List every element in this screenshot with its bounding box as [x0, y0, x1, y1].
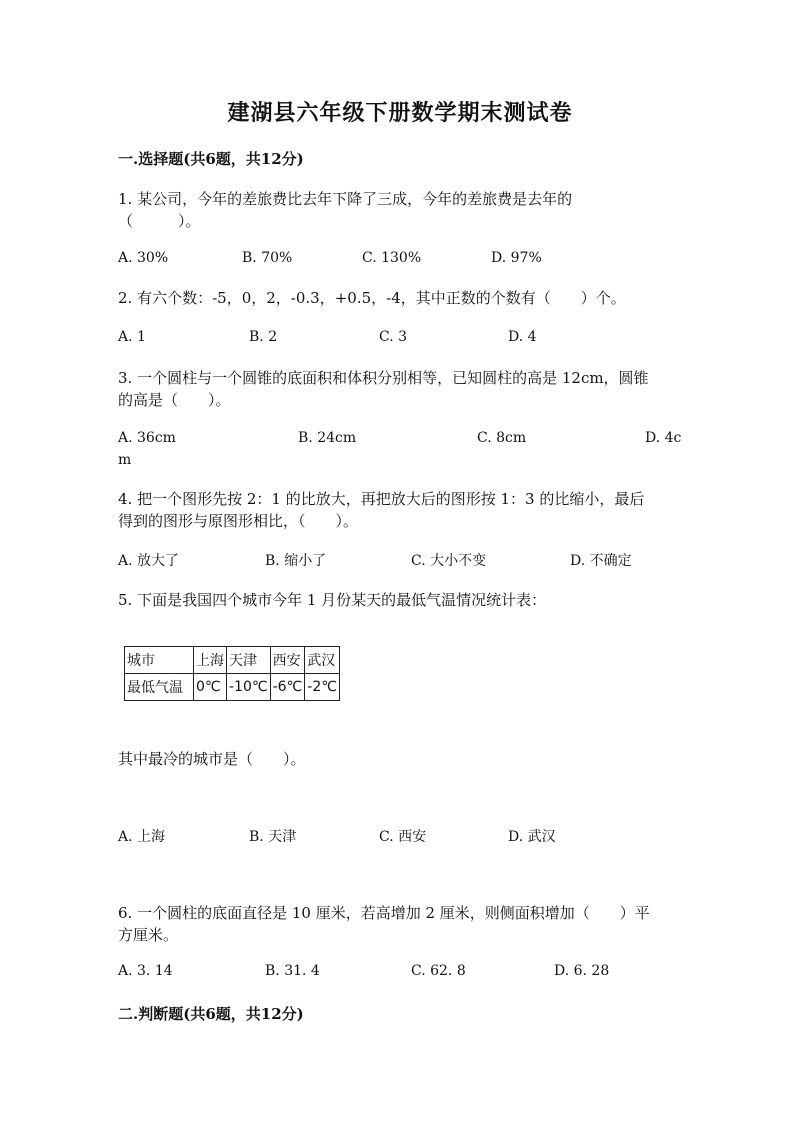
page-title: 建湖县六年级下册数学期末测试卷 — [227, 100, 573, 126]
question-4-option-c: C. 大小不变 — [411, 553, 487, 569]
question-3-option-a: A. 36cm — [118, 430, 176, 446]
question-1-line-2: （ ）。 — [118, 212, 201, 230]
question-2-option-a: A. 1 — [118, 329, 146, 345]
question-3-line-2: 的高是（ ）。 — [118, 391, 231, 409]
question-4-option-d: D. 不确定 — [570, 553, 632, 569]
question-5-option-d: D. 武汉 — [508, 829, 556, 845]
question-6-option-a: A. 3. 14 — [118, 963, 173, 979]
table-row — [125, 674, 340, 701]
table-cell: -10℃ — [227, 674, 271, 701]
question-4-option-b: B. 缩小了 — [265, 553, 327, 569]
question-3-line-1: 3. 一个圆柱与一个圆锥的底面积和体积分别相等，已知圆柱的高是 12cm，圆锥 — [118, 369, 649, 387]
question-6-option-d: D. 6. 28 — [554, 963, 610, 979]
temperature-table — [124, 646, 340, 701]
question-4-line-2: 得到的图形与原图形相比，（ ）。 — [118, 512, 359, 530]
table-cell: 城市 — [125, 647, 194, 674]
question-1-line-1: 1. 某公司，今年的差旅费比去年下降了三成，今年的差旅费是去年的 — [118, 190, 573, 208]
question-5-option-b: B. 天津 — [249, 829, 297, 845]
question-3-option-c: C. 8cm — [477, 430, 527, 446]
question-2-line-1: 2. 有六个数：-5，0，2，-0.3，+0.5，-4，其中正数的个数有（ ）个。 — [118, 289, 626, 307]
question-2-option-d: D. 4 — [508, 329, 537, 345]
question-1-option-c: C. 130% — [362, 250, 422, 266]
table-row — [125, 647, 340, 674]
section-heading-judgment: 二.判断题(共6题，共12分) — [118, 1005, 304, 1023]
question-3-option-b: B. 24cm — [298, 430, 357, 446]
question-1-option-b: B. 70% — [242, 250, 293, 266]
question-1-option-a: A. 30% — [118, 250, 169, 266]
question-2-option-c: C. 3 — [379, 329, 408, 345]
table-cell: -2℃ — [305, 674, 340, 701]
question-4-option-a: A. 放大了 — [118, 553, 180, 569]
question-3-option-d-wrap: m — [118, 452, 132, 468]
question-5-question: 其中最冷的城市是（ ）。 — [118, 750, 306, 768]
question-2-option-b: B. 2 — [249, 329, 278, 345]
table-cell: 武汉 — [305, 647, 340, 674]
section-heading-choice: 一.选择题(共6题，共12分) — [118, 150, 304, 168]
question-4-line-1: 4. 把一个图形先按 2：1 的比放大，再把放大后的图形按 1：3 的比缩小，最后 — [118, 490, 645, 508]
table-cell: 0℃ — [194, 674, 227, 701]
question-6-option-b: B. 31. 4 — [265, 963, 320, 979]
question-5-option-a: A. 上海 — [118, 829, 166, 845]
table-cell: 上海 — [194, 647, 227, 674]
table-cell: 天津 — [227, 647, 271, 674]
question-1-option-d: D. 97% — [491, 250, 542, 266]
question-5-option-c: C. 西安 — [379, 829, 427, 845]
question-6-line-2: 方厘米。 — [118, 926, 179, 944]
question-6-line-1: 6. 一个圆柱的底面直径是 10 厘米，若高增加 2 厘米，则侧面积增加（ ）平 — [118, 904, 650, 922]
table-cell: -6℃ — [270, 674, 305, 701]
question-5-line-1: 5. 下面是我国四个城市今年 1 月份某天的最低气温情况统计表： — [118, 591, 547, 609]
table-cell: 最低气温 — [125, 674, 194, 701]
question-6-option-c: C. 62. 8 — [411, 963, 466, 979]
question-3-option-d: D. 4c — [645, 430, 682, 446]
table-cell: 西安 — [270, 647, 305, 674]
